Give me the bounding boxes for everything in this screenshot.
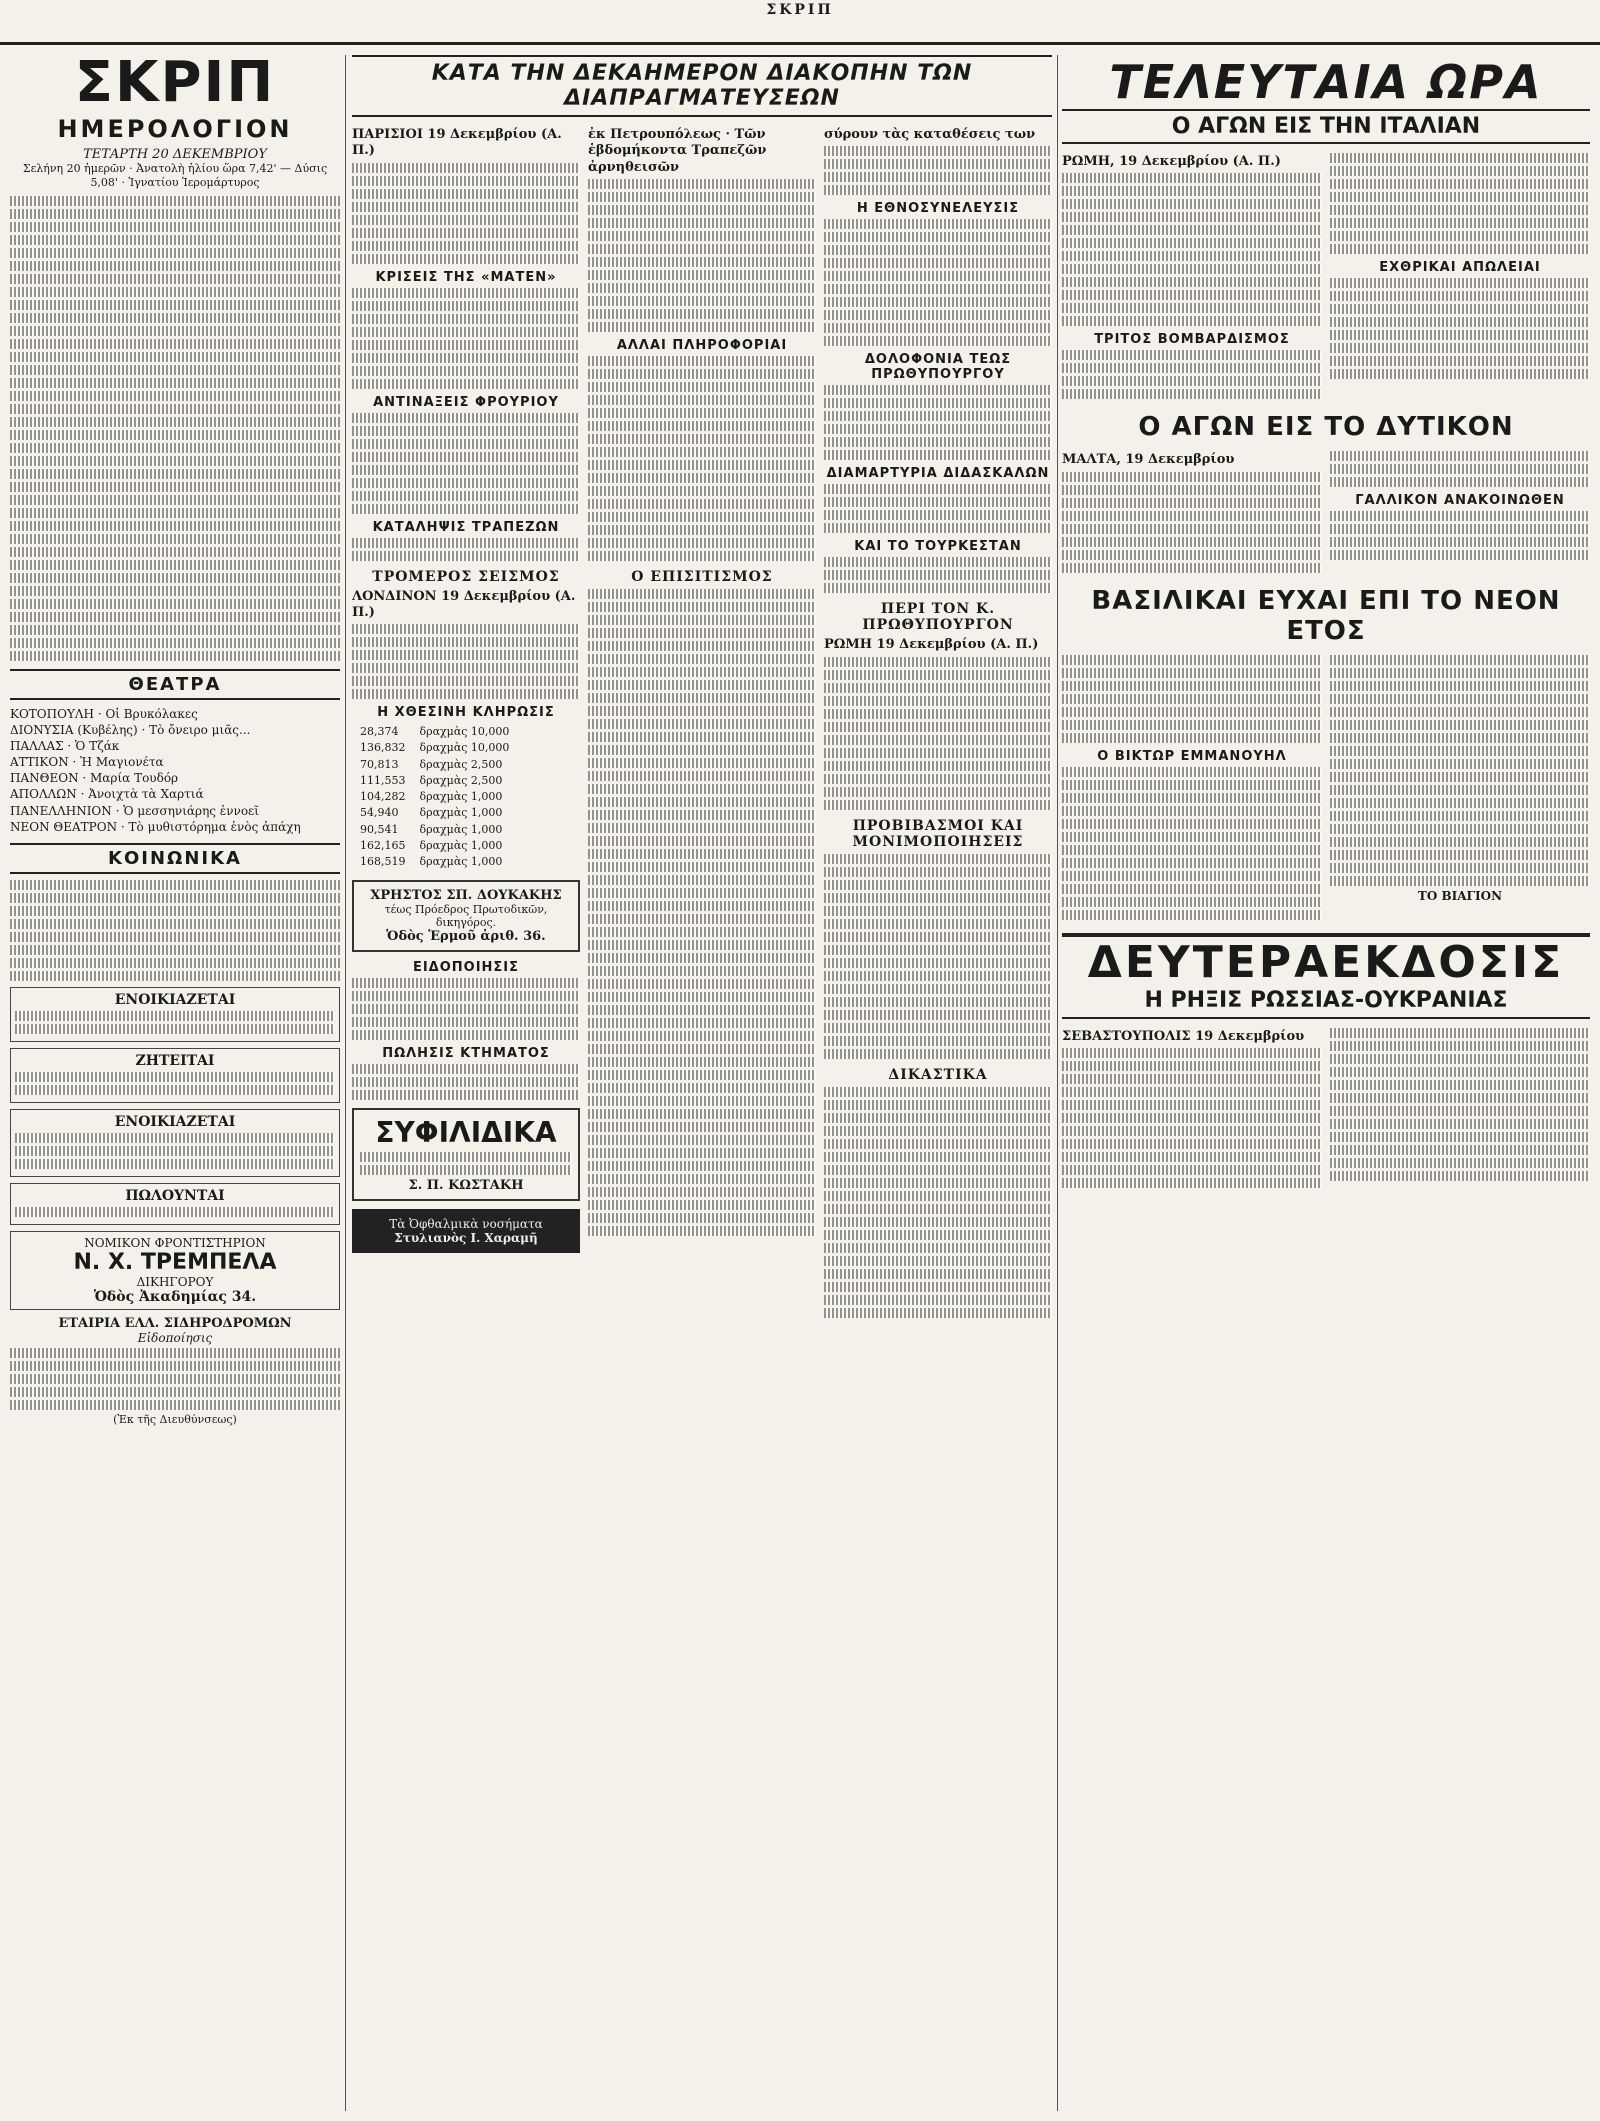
lottery-cell: 70,813: [360, 757, 399, 771]
lottery-cell: 90,541: [360, 822, 399, 836]
lottery-cell: 162,165: [360, 839, 406, 853]
column-divider: [1057, 55, 1058, 2111]
ad-address: Ὁδὸς Ἀκαδημίας 34.: [93, 1289, 257, 1305]
left-column: [10, 55, 340, 2111]
dateline: ΡΩΜΗ, 19 Δεκεμβρίου (Α. Π.): [1062, 154, 1281, 169]
issue-date: ΤΕΤΑΡΤΗ 20 ΔΕΚΕΜΒΡΙΟΥ: [83, 147, 267, 162]
lottery-cell: 28,374: [360, 725, 399, 738]
lottery-row: [354, 725, 515, 739]
section-theatre: ΘΕΑΤΡΑ: [10, 669, 340, 700]
railway-footer: (Ἐκ τῆς Διευθύνσεως): [113, 1413, 237, 1426]
lottery-cell: 54,940: [360, 806, 399, 820]
subheading: ΑΝΤΙΝΑΞΕΙΣ ΦΡΟΥΡΙΟΥ: [373, 394, 559, 410]
theatre-line: ΔΙΟΝΥΣΙΑ (Κυβέλης) · Τὸ ὄνειρο μιᾶς...: [10, 722, 251, 737]
masthead-subtitle: ΗΜΕΡΟΛΟΓΙΟΝ: [57, 115, 293, 143]
dateline: ἐκ Πετρουπόλεως · Τῶν ἑβδομήκοντα Τραπεζῶν ἀρνηθεισῶν: [588, 127, 767, 175]
lottery-cell: δραχμὰς 1,000: [419, 855, 503, 869]
dateline: σύρουν τὰς καταθέσεις των: [824, 127, 1036, 142]
classified-ad: [10, 1048, 340, 1103]
theatre-line: ΑΤΤΙΚΟΝ · Ἡ Μαγιονέτα: [10, 755, 164, 770]
lottery-row: [354, 823, 515, 837]
lottery-cell: δραχμὰς 1,000: [419, 806, 503, 820]
ad-name: Στυλιανὸς Ι. Χαραμῆ: [394, 1230, 538, 1245]
middle-subcolumn-2: [588, 123, 816, 1321]
ad-title: ΕΝΟΙΚΙΑΖΕΤΑΙ: [114, 1114, 236, 1130]
subheading: ΔΟΛΟΦΟΝΙΑ ΤΕΩΣ ΠΡΩΘΥΠΟΥΡΓΟΥ: [864, 352, 1012, 383]
theatre-line: ΝΕΟΝ ΘΕΑΤΡΟΝ · Τὸ μυθιστόρημα ἑνὸς ἀπάχη: [10, 819, 301, 834]
main-headline: ΚΑΤΑ ΤΗΝ ΔΕΚΑΗΜΕΡΟΝ ΔΙΑΚΟΠΗΝ ΤΩΝ ΔΙΑΠΡΑΓΜΑΤΕΥΣΕΩΝ: [352, 55, 1052, 117]
second-edition-headline: ΔΕΥΤΕΡΑΕΚΔΟΣΙΣ: [1062, 933, 1590, 988]
lottery-cell: 136,832: [360, 741, 406, 755]
subheading: Η ΕΘΝΟΣΥΝΕΛΕΥΣΙΣ: [856, 201, 1020, 217]
doctor-ad: [352, 880, 580, 952]
ad-title: ΠΩΛΟΥΝΤΑΙ: [125, 1188, 225, 1204]
classified-ad: [10, 1109, 340, 1177]
subheading: ΤΡΙΤΟΣ ΒΟΜΒΑΡΔΙΣΜΟΣ: [1094, 332, 1290, 348]
latest-news-headline: ΤΕΛΕΥΤΑΙΑ ΩΡΑ: [1109, 55, 1543, 109]
ad-title: ΖΗΤΕΙΤΑΙ: [135, 1053, 215, 1069]
dateline: ΜΑΛΤΑ, 19 Δεκεμβρίου: [1062, 452, 1235, 468]
subheading: ΕΙΔΟΠΟΙΗΣΙΣ: [412, 959, 520, 975]
middle-column: [352, 55, 1052, 2111]
subheading: ΤΡΟΜΕΡΟΣ ΣΕΙΣΜΟΣ: [372, 568, 560, 585]
ad-line: Τὰ Ὀφθαλμικὰ νοσήματα: [389, 1216, 543, 1231]
lottery-row: [354, 839, 515, 853]
theatre-line: ΠΑΝΘΕΟΝ · Μαρία Τουδόρ: [10, 771, 179, 786]
section-social: ΚΟΙΝΩΝΙΚΑ: [10, 843, 340, 874]
dateline: ΣΕΒΑΣΤΟΥΠΟΛΙΣ 19 Δεκεμβρίου: [1062, 1028, 1305, 1044]
dateline: ΛΟΝΔΙΝΟΝ 19 Δεκεμβρίου (Α. Π.): [352, 588, 576, 620]
lottery-row: [354, 774, 515, 788]
column-divider: [345, 55, 346, 2111]
lottery-cell: 111,553: [360, 773, 406, 787]
subheading: ΚΡΙΣΕΙΣ ΤΗΣ «ΜΑΤΕΝ»: [375, 269, 557, 285]
dateline: ΠΑΡΙΣΙΟΙ 19 Δεκεμβρίου (Α. Π.): [352, 127, 562, 159]
ad-line: ΔΙΚΗΓΟΡΟΥ: [136, 1275, 214, 1289]
subheading: ΚΑΤΑΛΗΨΙΣ ΤΡΑΠΕΖΩΝ: [372, 519, 560, 535]
subheading: ΠΡΟΒΙΒΑΣΜΟΙ ΚΑΙ ΜΟΝΙΜΟΠΟΙΗΣΕΙΣ: [852, 817, 1024, 850]
lottery-row: [354, 855, 515, 869]
lottery-cell: 104,282: [360, 790, 406, 804]
theatre-line: ΠΑΝΕΛΛΗΝΙΟΝ · Ὁ μεσσηνιάρης ἐννοεῖ: [10, 803, 259, 818]
lottery-cell: δραχμὰς 1,000: [419, 790, 503, 804]
theatre-line: ΚΟΤΟΠΟΥΛΗ · Οἱ Βρυκόλακες: [10, 706, 198, 721]
subheading: ΕΧΘΡΙΚΑΙ ΑΠΩΛΕΙΑΙ: [1379, 260, 1541, 275]
lottery-cell: δραχμὰς 1,000: [419, 822, 503, 836]
subheading: Ο ΒΙΚΤΩΡ ΕΜΜΑΝΟΥΗΛ: [1097, 748, 1287, 764]
subheading: Ο ΕΠΙΣΙΤΙΣΜΟΣ: [631, 568, 773, 585]
classified-ad: [10, 987, 340, 1042]
lottery-cell: δραχμὰς 2,500: [419, 773, 503, 787]
masthead: ΣΚΡΙΠ: [74, 55, 276, 115]
ad-name: Σ. Π. ΚΩΣΤΑΚΗ: [408, 1177, 524, 1193]
lottery-row: [354, 790, 515, 804]
lottery-cell: δραχμὰς 1,000: [419, 839, 503, 853]
lottery-cell: 168,519: [360, 855, 406, 869]
middle-subcolumn-3: [824, 123, 1052, 1321]
subheading: ΓΑΛΛΙΚΟΝ ΑΝΑΚΟΙΝΩΘΕΝ: [1355, 493, 1565, 509]
lottery-row: [354, 758, 515, 772]
lottery-cell: δραχμὰς 10,000: [419, 741, 510, 755]
section-west: Ο ΑΓΩΝ ΕΙΣ ΤΟ ΔΥΤΙΚΟΝ: [1138, 412, 1514, 443]
eye-ad: [352, 1209, 580, 1253]
middle-subcolumn-1: [352, 123, 580, 1321]
ad-line: τέως Πρόεδρος Πρωτοδικῶν, δικηγόρος.: [384, 902, 548, 929]
lottery-table: [352, 723, 517, 872]
second-edition-sub: Η ΡΗΞΙΣ ΡΩΣΣΙΑΣ-ΟΥΚΡΑΝΙΑΣ: [1062, 988, 1590, 1019]
railway-title: ΕΤΑΙΡΙΑ ΕΛΛ. ΣΙΔΗΡΟΔΡΟΜΩΝ: [58, 1316, 292, 1331]
ad-title: ΣΥΦΙΛΙΔΙΚΑ: [375, 1115, 557, 1149]
almanac: Σελήνη 20 ἡμερῶν · Ἀνατολὴ ἡλίου ὥρα 7,42' — Δύσις 5,08' · Ἰγνατίου Ἱερομάρτυρος: [22, 162, 328, 189]
lottery-row: [354, 806, 515, 820]
latest-news-sub: Ο ΑΓΩΝ ΕΙΣ ΤΗΝ ΙΤΑΛΙΑΝ: [1062, 109, 1590, 144]
subheading: ΔΙΑΜΑΡΤΥΡΙΑ ΔΙΔΑΣΚΑΛΩΝ: [826, 466, 1050, 482]
subheading: ΚΑΙ ΤΟ ΤΟΥΡΚΕΣΤΑΝ: [854, 539, 1022, 555]
subheading: ΠΩΛΗΣΙΣ ΚΤΗΜΑΤΟΣ: [382, 1045, 550, 1061]
top-rule: [0, 42, 1600, 45]
article-text: [10, 196, 340, 661]
theatre-line: ΑΠΟΛΛΩΝ · Ἀνοιχτὰ τὰ Χαρτιά: [10, 787, 204, 802]
running-head: ΣΚΡΙΠ: [766, 2, 834, 18]
theatre-line: ΠΑΛΛΑΣ · Ὁ Τζάκ: [10, 738, 120, 753]
ad-name: Ν. Χ. ΤΡΕΜΠΕΛΑ: [73, 1250, 277, 1275]
ad-name: ΧΡΗΣΤΟΣ ΣΠ. ΔΟΥΚΑΚΗΣ: [370, 887, 562, 903]
dateline: ΡΩΜΗ 19 Δεκεμβρίου (Α. Π.): [824, 637, 1039, 653]
classified-ad: [10, 1183, 340, 1225]
social-text: [10, 880, 340, 981]
railway-sub: Εἰδοποίησις: [137, 1331, 213, 1345]
lottery-cell: δραχμὰς 2,500: [419, 757, 503, 771]
signature: ΤΟ ΒΙΑΓΙΟΝ: [1417, 888, 1503, 903]
section-royal-wishes: ΒΑΣΙΛΙΚΑΙ ΕΥΧΑΙ ΕΠΙ ΤΟ ΝΕΟΝ ΕΤΟΣ: [1091, 585, 1561, 646]
ad-line: ΝΟΜΙΚΟΝ ΦΡΟΝΤΙΣΤΗΡΙΟΝ: [84, 1236, 266, 1250]
lawyer-ad: [10, 1231, 340, 1310]
syphilis-ad: [352, 1108, 580, 1201]
lottery-row: [354, 741, 515, 755]
theatre-list: [10, 706, 340, 836]
subheading: ΑΛΛΑΙ ΠΛΗΡΟΦΟΡΙΑΙ: [616, 337, 788, 353]
subheading: Η ΧΘΕΣΙΝΗ ΚΛΗΡΩΣΙΣ: [377, 705, 555, 720]
subheading: ΠΕΡΙ ΤΟΝ Κ. ΠΡΩΘΥΠΟΥΡΓΟΝ: [862, 601, 1014, 634]
ad-address: Ὁδὸς Ἑρμοῦ ἀριθ. 36.: [386, 928, 546, 944]
ad-title: ΕΝΟΙΚΙΑΖΕΤΑΙ: [114, 992, 236, 1008]
right-column: [1062, 55, 1590, 2111]
subheading: ΔΙΚΑΣΤΙΚΑ: [888, 1066, 988, 1083]
lottery-cell: δραχμὰς 10,000: [419, 725, 510, 738]
